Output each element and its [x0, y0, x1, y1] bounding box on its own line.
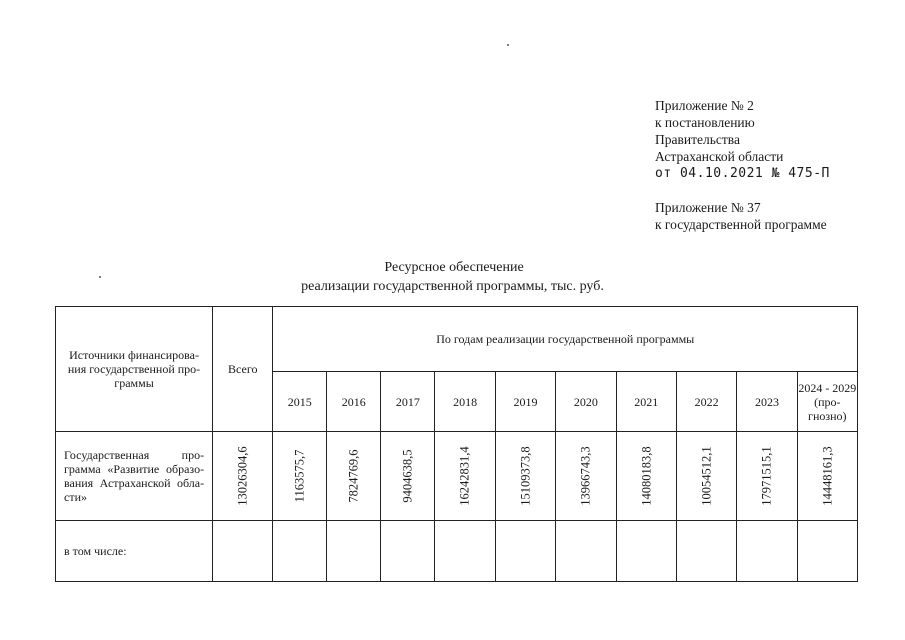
- year-cell: 2022: [676, 372, 736, 432]
- empty-cell: [737, 521, 797, 582]
- year-cell-forecast: 2024 - 2029 (про-гнозно): [797, 372, 857, 432]
- value-cell: [737, 432, 797, 521]
- scan-speck: [507, 44, 509, 46]
- year-cell: 2017: [381, 372, 435, 432]
- empty-cell: [676, 521, 736, 582]
- year-value: 14448161,3: [820, 446, 835, 506]
- year-value: 9404638,5: [400, 449, 415, 503]
- year-cell: 2021: [616, 372, 676, 432]
- value-cell: [616, 432, 676, 521]
- program-name: Государственная про-грамма «Развитие образо-вания Астраханской обла-сти»: [56, 432, 213, 521]
- year-value: 17971515,1: [759, 446, 774, 506]
- empty-cell: [616, 521, 676, 582]
- empty-cell: [327, 521, 381, 582]
- year-cell: 2019: [495, 372, 555, 432]
- empty-cell: [435, 521, 495, 582]
- header-source: Источники финансирова-ния государственной про-граммы: [56, 307, 213, 432]
- appendix-block: [655, 97, 830, 233]
- empty-cell: [273, 521, 327, 582]
- year-value: 7824769,6: [346, 449, 361, 503]
- document-title: [0, 258, 905, 296]
- appendix-line: Астраханской области: [655, 149, 784, 164]
- year-value: 10054512,1: [699, 446, 714, 506]
- appendix-line: Приложение № 37: [655, 200, 761, 215]
- year-cell: 2023: [737, 372, 797, 432]
- year-cell: 2018: [435, 372, 495, 432]
- empty-cell: [556, 521, 616, 582]
- title-line-2: реализации государственной программы, тыс. руб.: [301, 279, 604, 294]
- appendix-line: к государственной программе: [655, 217, 827, 232]
- table-row: [56, 521, 858, 582]
- value-cell: [676, 432, 736, 521]
- appendix-line: к постановлению: [655, 115, 755, 130]
- appendix-line: Правительства: [655, 132, 740, 147]
- year-value: 16242831,4: [458, 446, 473, 506]
- year-cell: 2020: [556, 372, 616, 432]
- year-value: 13966743,3: [578, 446, 593, 506]
- empty-cell: [381, 521, 435, 582]
- header-years: По годам реализации государственной программы: [273, 307, 858, 372]
- program-total: 13026304,6: [235, 446, 250, 506]
- decree-date-number: от 04.10.2021 № 475-П: [655, 166, 830, 181]
- value-cell: [327, 432, 381, 521]
- year-cell: 2015: [273, 372, 327, 432]
- program-total-cell: [213, 432, 273, 521]
- year-value: 14080183,8: [639, 446, 654, 506]
- empty-cell: [797, 521, 857, 582]
- value-cell: [273, 432, 327, 521]
- empty-cell: [213, 521, 273, 582]
- value-cell: [381, 432, 435, 521]
- empty-cell: [495, 521, 555, 582]
- including-label: в том числе:: [56, 521, 213, 582]
- year-cell: 2016: [327, 372, 381, 432]
- year-value: 1163575,7: [292, 449, 307, 503]
- value-cell: [495, 432, 555, 521]
- value-cell: [556, 432, 616, 521]
- table-row: [56, 432, 858, 521]
- resource-table: [55, 306, 858, 582]
- year-value: 15109373,8: [518, 446, 533, 506]
- title-line-1: Ресурсное обеспечение: [384, 260, 524, 275]
- value-cell: [435, 432, 495, 521]
- header-total: Всего: [213, 307, 273, 432]
- value-cell: [797, 432, 857, 521]
- appendix-line: Приложение № 2: [655, 98, 754, 113]
